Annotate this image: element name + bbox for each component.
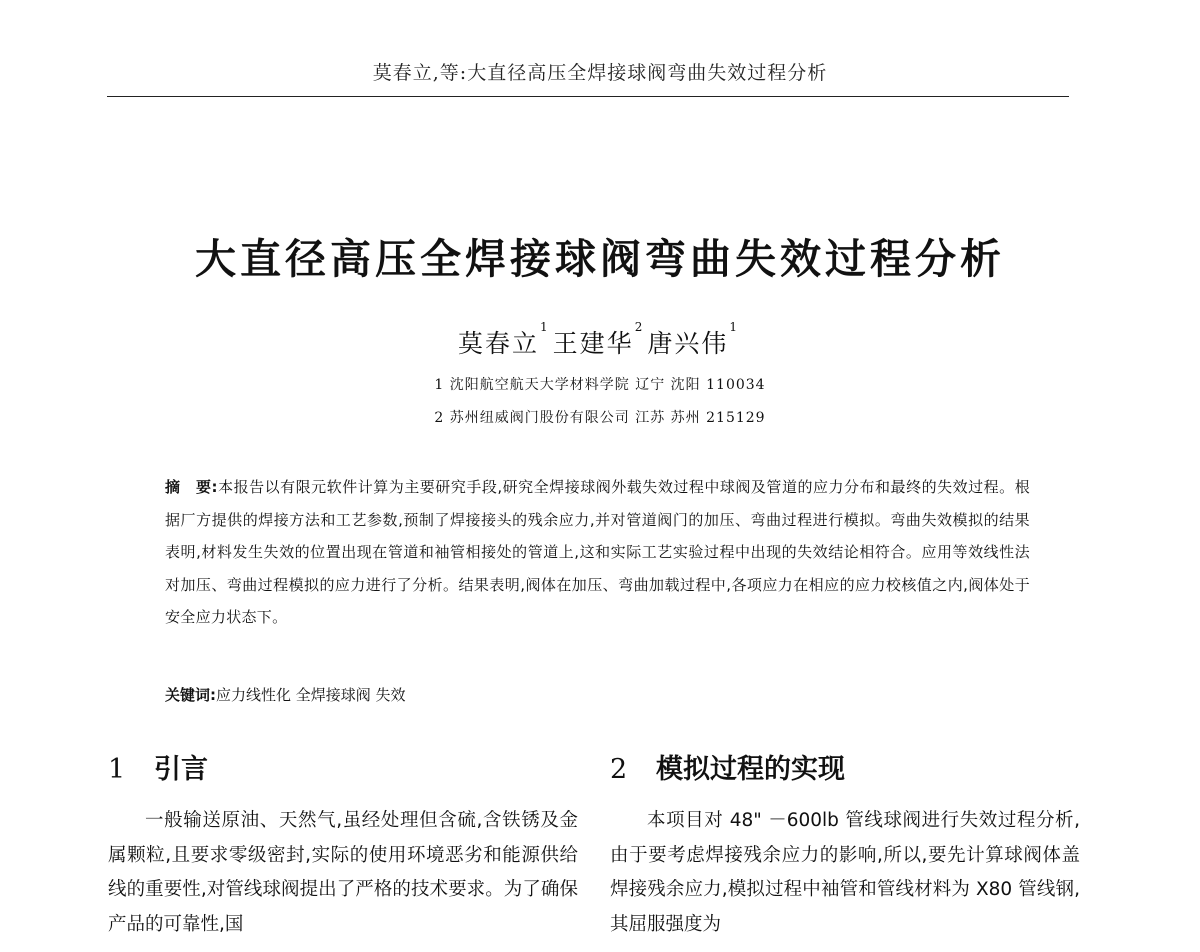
section-body: 一般输送原油、天然气,虽经处理但含硫,含铁锈及金属颗粒,且要求零级密封,实际的使用环境恶劣和能源供给线的重要性,对管线球阀提出了严格的技术要求。为了确保产品的可靠性,国	[108, 810, 578, 935]
author-affil-mark: 2	[634, 320, 645, 334]
section-heading	[108, 748, 578, 792]
abstract-text: 本报告以有限元软件计算为主要研究手段,研究全焊接球阀外载失效过程中球阀及管道的应力分布和最终的失效过程。根据厂方提供的焊接方法和工艺参数,预制了焊接接头的残余应力,并对管道阀门的加压、弯曲过程进行模拟。弯曲失效模拟的结果表明,材料发生失效的位置出现在管道和袖管相接处的管道上,这和实际工艺实验过程中出现的失效结论相符合。应用等效线性法对加压、弯曲过程模拟的应力进行了分析。结果表明,阀体在加压、弯曲加载过程中,各项应力在相应的应力校核值之内,阀体处于安全应力状态下。	[165, 478, 1030, 626]
affiliation: 2 苏州纽威阀门股份有限公司 江苏 苏州 215129	[434, 410, 766, 426]
keywords	[165, 679, 1030, 711]
section-number: 2	[610, 754, 628, 785]
section-title: 引言	[154, 754, 208, 785]
section-heading	[610, 748, 1080, 792]
section-number: 1	[108, 754, 126, 785]
author-affil-mark: 1	[540, 320, 550, 334]
section-title: 模拟过程的实现	[656, 754, 845, 785]
author-name: 唐兴伟	[647, 329, 729, 358]
keywords-text: 应力线性化 全焊接球阀 失效	[216, 686, 406, 704]
running-header: 莫春立,等:大直径高压全焊接球阀弯曲失效过程分析	[372, 62, 828, 84]
header-rule	[107, 96, 1069, 97]
author-name: 莫春立	[458, 329, 540, 358]
author-affil-mark: 1	[729, 320, 739, 334]
affiliation: 1 沈阳航空航天大学材料学院 辽宁 沈阳 110034	[434, 377, 766, 393]
keywords-label: 关键词:	[165, 686, 216, 704]
author-list	[0, 320, 1200, 360]
author-name: 王建华	[552, 329, 634, 358]
abstract-label: 摘 要:	[165, 478, 218, 496]
section-simulation	[610, 748, 1080, 942]
section-body: 本项目对 48" －600lb 管线球阀进行失效过程分析,由于要考虑焊接残余应力的影响,所以,要先计算球阀体盖焊接残余应力,模拟过程中袖管和管线材料为 X80 管线钢,其屈服强度为	[610, 810, 1080, 935]
section-intro	[108, 748, 578, 942]
paper-title: 大直径高压全焊接球阀弯曲失效过程分析	[195, 235, 1005, 283]
abstract	[165, 471, 1030, 634]
